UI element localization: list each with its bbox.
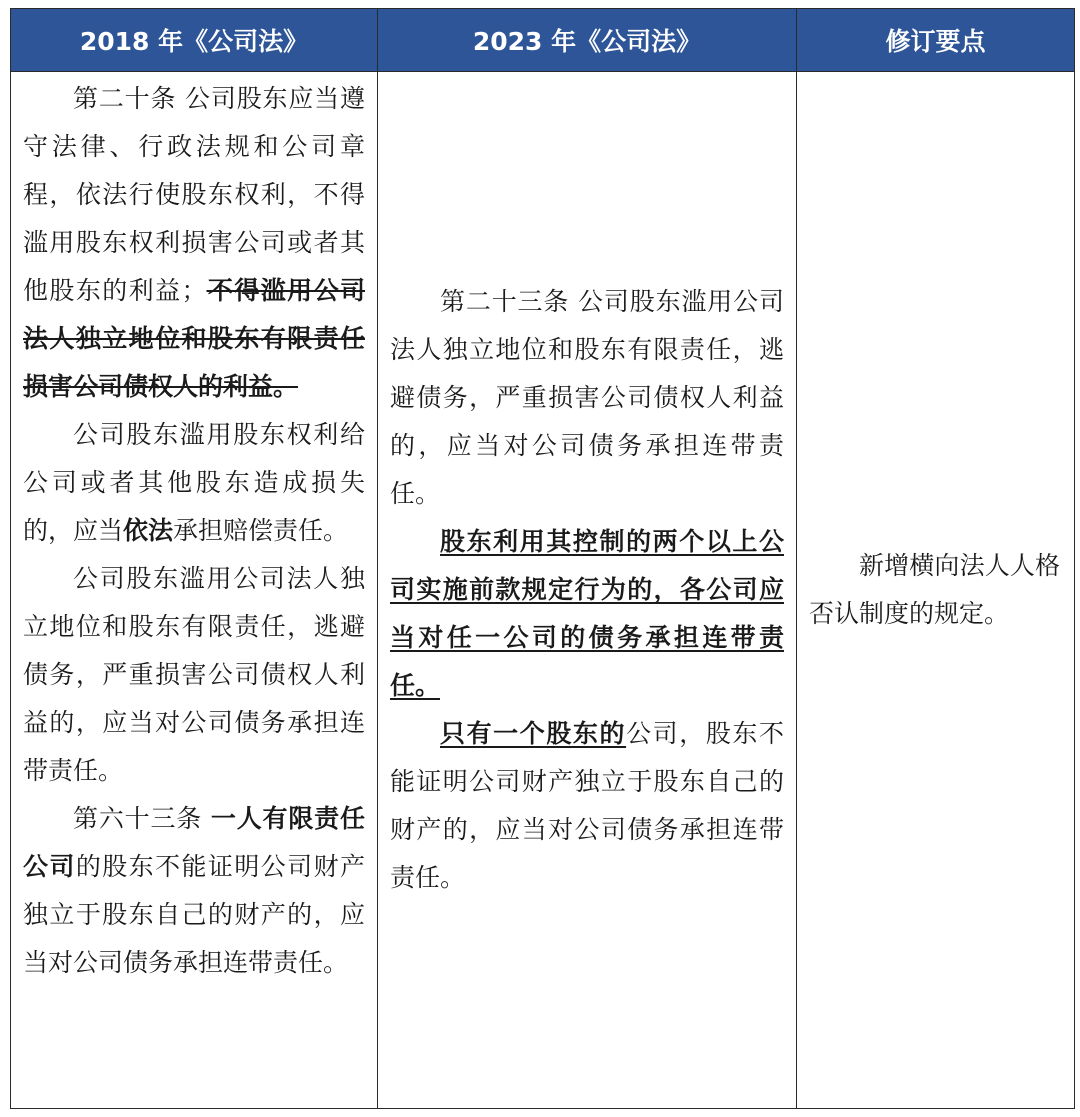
old-article-20-para-2 [23, 411, 365, 555]
added-text: 股东利用其控制的两个以上公司实施前款规定行为的，各公司应当对任一公司的债务承担连带责任。 [390, 527, 784, 700]
old-article-20-para-1 [23, 75, 365, 411]
old-para-2-after: 承担赔偿责任。 [173, 516, 349, 545]
old-article-20-text: 第二十条 公司股东应当遵守法律、行政法规和公司章程，依法行使股东权利，不得滥用股东权利损害公司或者其他股东的利益； [23, 84, 365, 305]
revision-point-text: 新增横向法人人格否认制度的规定。 [809, 551, 1060, 628]
old-article-63-before: 第六十三条 [73, 804, 211, 833]
old-article-63 [23, 795, 365, 987]
header-revision-points: 修订要点 [797, 9, 1075, 72]
comparison-page [10, 8, 1074, 1109]
old-article-63-bold: 一人有限责任公司 [23, 804, 365, 881]
new-article-23-para-2 [390, 518, 784, 710]
old-article-63-after: 的股东不能证明公司财产独立于股东自己的财产的，应当对公司债务承担连带责任。 [23, 852, 365, 977]
new-para-3-bold: 只有一个股东的 [440, 719, 627, 748]
cell-2023-law [378, 72, 797, 1109]
new-para-3-after: 公司，股东不能证明公司财产独立于股东自己的财产的，应当对公司债务承担连带责任。 [390, 719, 784, 892]
old-article-20-para-3: 公司股东滥用公司法人独立地位和股东有限责任，逃避债务，严重损害公司债权人利益的，应当对公司债务承担连带责任。 [23, 564, 365, 785]
comparison-row [11, 72, 1075, 1109]
cell-revision-points [797, 72, 1075, 1109]
old-para-2-before: 公司股东滥用股东权利给公司或者其他股东造成损失的，应当 [23, 420, 365, 545]
header-2018-law: 2018 年《公司法》 [11, 9, 378, 72]
header-2023-law: 2023 年《公司法》 [378, 9, 797, 72]
new-article-23-para-3 [390, 710, 784, 902]
new-article-23-para-1: 第二十三条 公司股东滥用公司法人独立地位和股东有限责任，逃避债务，严重损害公司债权人利益的，应当对公司债务承担连带责任。 [390, 287, 784, 508]
old-para-2-bold: 依法 [123, 516, 174, 545]
header-row [11, 9, 1075, 72]
deleted-text: 不得滥用公司法人独立地位和股东有限责任损害公司债权人的利益。 [23, 276, 365, 401]
cell-2018-law [11, 72, 378, 1109]
law-comparison-table [10, 8, 1075, 1109]
